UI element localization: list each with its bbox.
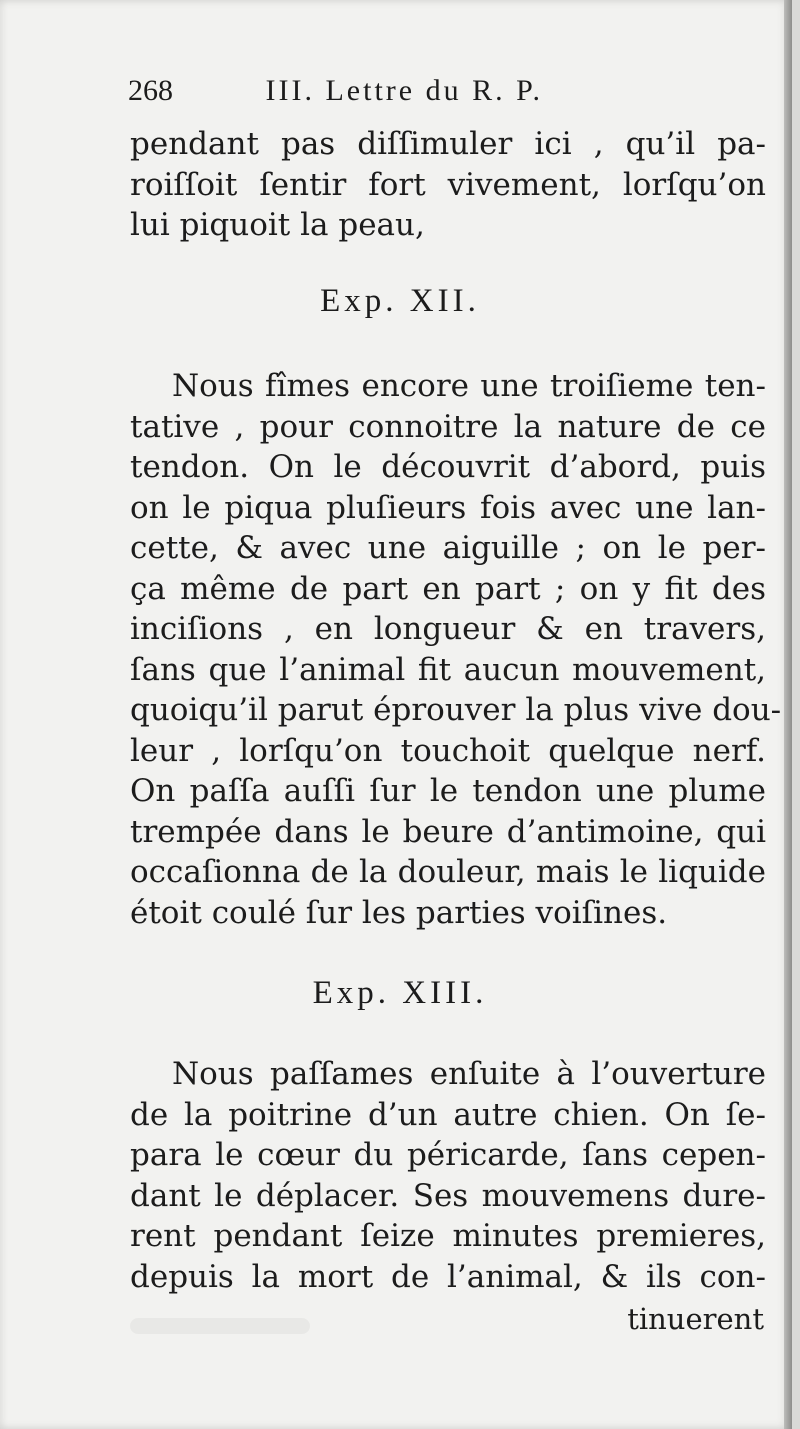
text-line: lui piquoit la peau, (130, 207, 425, 243)
text-line: inciſions , en longueur & en travers, (130, 611, 766, 647)
text-line: dant le déplacer. Ses mouvemens dure- (130, 1177, 766, 1214)
intro-paragraph (130, 124, 766, 246)
text-line: de la poitrine d’un autre chien. On ſe- (130, 1096, 766, 1133)
text-line: On paſſa auſſi ſur le tendon une plume (130, 773, 766, 809)
text-line: para le cœur du péricarde, ſans cepen- (130, 1137, 766, 1173)
running-header (128, 74, 648, 108)
text-line: occaſionna de la douleur, mais le liquide (130, 854, 766, 890)
text-line: quoiqu’il parut éprouver la plus vive dou- (130, 692, 782, 728)
text-line: tendon. On le découvrit d’abord, puis (130, 449, 766, 485)
bleed-through-smudge (130, 1318, 310, 1334)
text-line: on le piqua pluſieurs fois avec une lan- (130, 489, 766, 526)
page-edge (784, 0, 792, 1429)
text-line: tative , pour connoitre la nature de ce (130, 408, 766, 445)
text-line: étoit coulé ſur les parties voiſines. (130, 894, 668, 931)
catchword: tinuerent (627, 1302, 764, 1336)
text-line: cette, & avec une aiguille ; on le per- (130, 530, 766, 566)
text-line: leur , lorſqu’on touchoit quelque nerf. (130, 732, 766, 769)
text-line: trempée dans le beure d’antimoine, qui (130, 813, 766, 850)
text-line: roiſſoit ſentir fort vivement, lorſqu’on (130, 166, 766, 203)
section-heading-exp-13: Exp. XIII. (312, 975, 488, 1011)
text-line: rent pendant ſeize minutes premieres, (130, 1218, 766, 1254)
text-line: depuis la mort de l’animal, & ils con- (130, 1258, 766, 1295)
section-13-paragraph (130, 1054, 766, 1297)
text-line: Nous fîmes encore une troiſieme ten- (172, 368, 766, 404)
section-heading-exp-12: Exp. XII. (320, 283, 480, 319)
running-title: III. Lettre du R. P. (265, 74, 543, 107)
text-line: pendant pas diſſimuler ici , qu’il pa- (130, 126, 766, 162)
page-number: 268 (128, 74, 173, 107)
section-12-paragraph (130, 366, 782, 933)
text-line: ſans que l’animal fit aucun mouvement, (130, 651, 766, 688)
text-line: ça même de part en part ; on y fit des (130, 570, 766, 607)
text-line: Nous paſſames enſuite à l’ouverture (172, 1056, 766, 1092)
